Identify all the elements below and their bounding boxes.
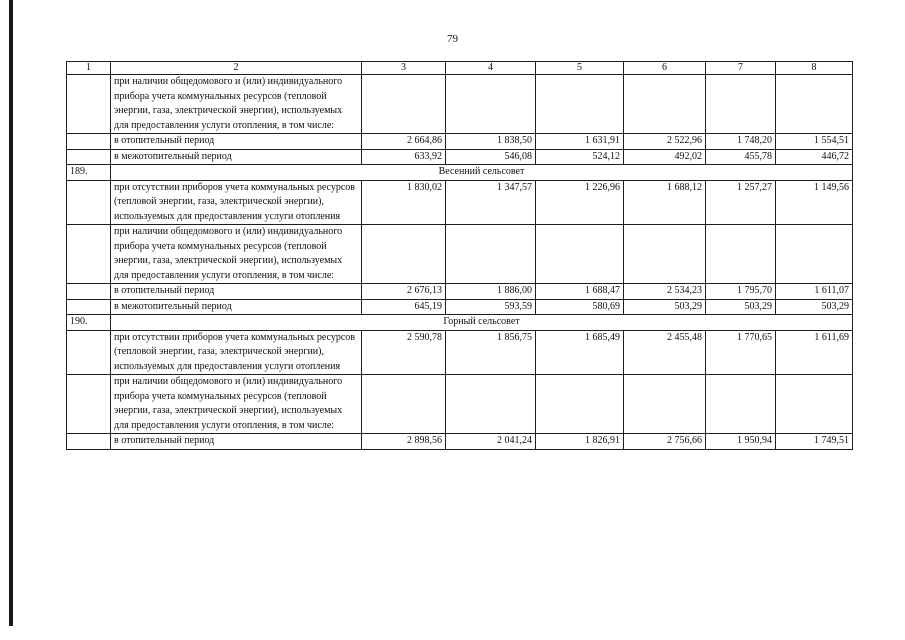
table-row — [67, 225, 853, 284]
value-cell — [706, 375, 776, 434]
value-cell: 1 685,49 — [536, 330, 624, 375]
section-row — [67, 315, 853, 331]
value-cell: 645,19 — [362, 299, 446, 315]
row-number-cell — [67, 134, 111, 150]
value-cell: 2 756,66 — [624, 434, 706, 450]
row-label: при отсутствии приборов учета коммунальных ресурсов (тепловой энергии, газа, электрической энергии), используемых для предоставления услуги отопления — [111, 180, 362, 225]
value-cell — [446, 225, 536, 284]
value-cell: 1 226,96 — [536, 180, 624, 225]
value-cell: 1 856,75 — [446, 330, 536, 375]
tariff-table — [66, 61, 853, 450]
value-cell — [624, 375, 706, 434]
value-cell: 455,78 — [706, 149, 776, 165]
row-label: в отопительный период — [111, 284, 362, 300]
row-label: в межотопительный период — [111, 149, 362, 165]
row-number-cell — [67, 180, 111, 225]
row-label: в отопительный период — [111, 434, 362, 450]
value-cell: 1 688,12 — [624, 180, 706, 225]
table-row — [67, 149, 853, 165]
value-cell — [624, 225, 706, 284]
table-row — [67, 284, 853, 300]
table-row — [67, 330, 853, 375]
value-cell: 1 611,07 — [776, 284, 853, 300]
value-cell: 524,12 — [536, 149, 624, 165]
header-row — [67, 62, 853, 75]
row-label: при наличии общедомового и (или) индивидуального прибора учета коммунальных ресурсов (тепловой энергии, газа, электрической энергии), используемых для предоставления услуги отопления, в том числе: — [111, 225, 362, 284]
value-cell: 633,92 — [362, 149, 446, 165]
value-cell — [536, 75, 624, 134]
section-title: Горный сельсовет — [111, 315, 853, 331]
value-cell — [706, 225, 776, 284]
value-cell: 2 041,24 — [446, 434, 536, 450]
value-cell: 1 347,57 — [446, 180, 536, 225]
value-cell: 2 522,96 — [624, 134, 706, 150]
value-cell: 1 826,91 — [536, 434, 624, 450]
column-header: 8 — [776, 62, 853, 75]
column-header: 2 — [111, 62, 362, 75]
row-number-cell — [67, 284, 111, 300]
value-cell: 1 770,65 — [706, 330, 776, 375]
table-row — [67, 75, 853, 134]
value-cell: 1 688,47 — [536, 284, 624, 300]
value-cell: 446,72 — [776, 149, 853, 165]
table-row — [67, 434, 853, 450]
value-cell — [446, 75, 536, 134]
row-label: в межотопительный период — [111, 299, 362, 315]
row-number: 189. — [67, 165, 111, 181]
value-cell: 492,02 — [624, 149, 706, 165]
value-cell: 593,59 — [446, 299, 536, 315]
column-header: 7 — [706, 62, 776, 75]
row-number-cell — [67, 434, 111, 450]
section-row — [67, 165, 853, 181]
value-cell: 503,29 — [776, 299, 853, 315]
value-cell: 1 838,50 — [446, 134, 536, 150]
value-cell: 503,29 — [624, 299, 706, 315]
value-cell — [776, 225, 853, 284]
column-header: 1 — [67, 62, 111, 75]
value-cell: 2 590,78 — [362, 330, 446, 375]
column-header: 5 — [536, 62, 624, 75]
column-header: 3 — [362, 62, 446, 75]
scan-edge-bar — [9, 0, 13, 626]
value-cell: 2 898,56 — [362, 434, 446, 450]
value-cell — [706, 75, 776, 134]
row-number-cell — [67, 75, 111, 134]
row-label: при наличии общедомового и (или) индивидуального прибора учета коммунальных ресурсов (тепловой энергии, газа, электрической энергии), используемых для предоставления услуги отопления, в том числе: — [111, 375, 362, 434]
value-cell: 1 611,69 — [776, 330, 853, 375]
row-label: при отсутствии приборов учета коммунальных ресурсов (тепловой энергии, газа, электрической энергии), используемых для предоставления услуги отопления — [111, 330, 362, 375]
table-body — [67, 62, 853, 450]
table-row — [67, 375, 853, 434]
value-cell — [362, 225, 446, 284]
value-cell — [776, 75, 853, 134]
column-header: 4 — [446, 62, 536, 75]
value-cell: 2 455,48 — [624, 330, 706, 375]
row-label: при наличии общедомового и (или) индивидуального прибора учета коммунальных ресурсов (тепловой энергии, газа, электрической энергии), используемых для предоставления услуги отопления, в том числе: — [111, 75, 362, 134]
page-number: 79 — [447, 33, 458, 45]
value-cell — [362, 375, 446, 434]
table-row — [67, 134, 853, 150]
value-cell: 1 830,02 — [362, 180, 446, 225]
row-number-cell — [67, 225, 111, 284]
value-cell: 1 886,00 — [446, 284, 536, 300]
value-cell: 1 795,70 — [706, 284, 776, 300]
value-cell: 2 664,86 — [362, 134, 446, 150]
value-cell: 1 950,94 — [706, 434, 776, 450]
value-cell — [624, 75, 706, 134]
row-number: 190. — [67, 315, 111, 331]
value-cell — [362, 75, 446, 134]
value-cell: 546,08 — [446, 149, 536, 165]
column-header: 6 — [624, 62, 706, 75]
value-cell: 1 631,91 — [536, 134, 624, 150]
value-cell: 1 257,27 — [706, 180, 776, 225]
value-cell: 580,69 — [536, 299, 624, 315]
value-cell: 503,29 — [706, 299, 776, 315]
row-number-cell — [67, 375, 111, 434]
value-cell — [776, 375, 853, 434]
value-cell: 1 149,56 — [776, 180, 853, 225]
value-cell — [446, 375, 536, 434]
row-number-cell — [67, 149, 111, 165]
row-label: в отопительный период — [111, 134, 362, 150]
value-cell: 1 749,51 — [776, 434, 853, 450]
value-cell: 1 748,20 — [706, 134, 776, 150]
value-cell: 2 534,23 — [624, 284, 706, 300]
section-title: Весенний сельсовет — [111, 165, 853, 181]
value-cell — [536, 375, 624, 434]
table-row — [67, 180, 853, 225]
table-row — [67, 299, 853, 315]
row-number-cell — [67, 299, 111, 315]
value-cell: 2 676,13 — [362, 284, 446, 300]
value-cell: 1 554,51 — [776, 134, 853, 150]
row-number-cell — [67, 330, 111, 375]
value-cell — [536, 225, 624, 284]
